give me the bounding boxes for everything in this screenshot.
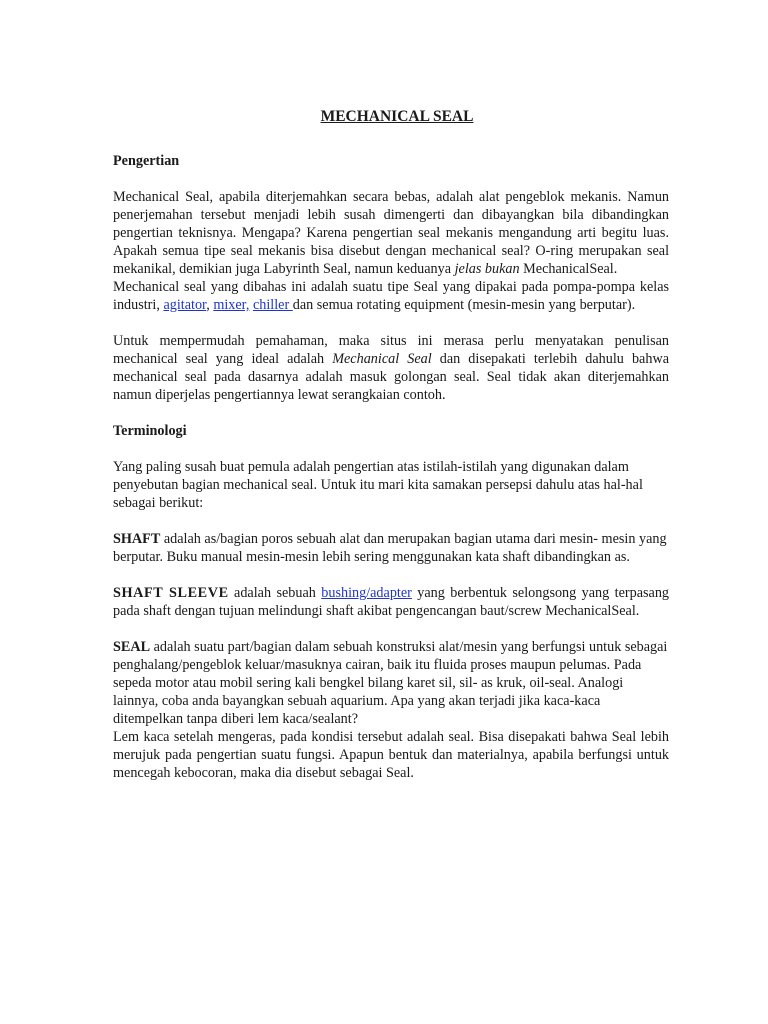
text-line: Seal lebih merujuk pada pengertian suatu fungsi. Apapun bentuk dan materialnya, apabila — [113, 729, 669, 763]
paragraph-shaft — [113, 530, 669, 566]
document-title: MECHANICAL SEAL — [320, 108, 474, 125]
paragraph-seal-2 — [113, 728, 669, 782]
text-line: mechanical seal pada dasarnya adalah masuk golongan seal. Seal tidak akan — [113, 369, 581, 385]
separator: , — [206, 297, 214, 313]
paragraph-terminologi-intro — [113, 458, 669, 512]
paragraph-pengertian-1 — [113, 188, 669, 278]
text-line: untuk sebagai penghalang/pengeblok keluar/masuknya cairan, baik itu fluida proses — [113, 639, 668, 673]
text-line: dibandingkan pengertian teknisnya. Mengapa? Karena pengertian seal mekanis — [113, 207, 669, 241]
text-line: Yang paling susah buat pemula adalah pengertian atas istilah-istilah yang digunakan — [113, 459, 591, 475]
text-line: mechanical seal yang ideal adalah — [113, 351, 333, 367]
text-line: Lem kaca setelah mengeras, pada kondisi tersebut adalah seal. Bisa disepakati bahwa — [113, 729, 608, 745]
text-line: terjadi jika kaca-kaca ditempelkan tanpa diberi lem kaca/sealant? — [113, 693, 601, 727]
paragraph-pengertian-3 — [113, 332, 669, 404]
text-line: Mechanical Seal, apabila diterjemahkan secara bebas, adalah alat pengeblok mekanis. — [113, 189, 622, 205]
text-line: adalah sebuah — [228, 585, 322, 601]
italic-text: Mechanical Seal — [332, 351, 432, 367]
text-line: adalah as/bagian poros sebuah alat dan merupakan bagian utama dari mesin- — [160, 531, 598, 547]
link-mixer[interactable]: mixer, — [213, 297, 250, 313]
text-line: MechanicalSeal. — [519, 261, 618, 277]
text-line: Namun penerjemahan tersebut menjadi lebih susah dimengerti dan dibayangkan bila — [113, 189, 670, 223]
text-line: berputar). — [579, 297, 636, 313]
text-line: terpasang pada shaft dengan tujuan melindungi shaft akibat pengencangan baut/screw — [113, 585, 670, 619]
text-line: dan disepakati terlebih dahulu bahwa — [431, 351, 669, 367]
paragraph-seal — [113, 638, 669, 728]
paragraph-shaft-sleeve — [113, 584, 669, 620]
text-line: atas hal-hal sebagai berikut: — [113, 477, 643, 511]
text-line: yang berbentuk selongsong yang — [411, 585, 610, 601]
text-line: mengandung arti begitu luas. Apakah semua tipe seal mekanis bisa disebut dengan — [113, 225, 670, 259]
text-line: dalam penyebutan bagian mechanical seal. Untuk itu mari kita samakan persepsi dahulu — [113, 459, 629, 493]
text-line: mesin yang berputar. Buku manual mesin-mesin lebih sering menggunakan kata shaft — [113, 531, 667, 565]
term-shaft: SHAFT — [113, 531, 161, 547]
paragraph-pengertian-2 — [113, 278, 669, 314]
text-line: diterjemahkan namun diperjelas pengertiannya lewat serangkaian contoh. — [113, 369, 669, 403]
text-line: dan semua rotating equipment (mesin-mesin yang — [292, 297, 577, 313]
term-seal: SEAL — [113, 639, 151, 655]
text-line: MechanicalSeal. — [545, 603, 640, 619]
term-shaft-sleeve: SHAFT SLEEVE — [113, 585, 229, 601]
text-line: kelas industri, — [113, 279, 670, 313]
heading-terminologi: Terminologi — [113, 423, 187, 439]
text-line: Untuk mempermudah pemahaman, maka situs ini merasa perlu menyatakan penulisan — [113, 333, 669, 349]
text-line: dibandingkan as. — [533, 549, 630, 565]
text-line: namun keduanya — [354, 261, 455, 277]
heading-pengertian: Pengertian — [113, 153, 180, 169]
text-line: maupun pelumas. Pada sepeda motor atau mobil sering kali bengkel bilang karet sil, sil- — [113, 657, 642, 691]
text-line: mechanical seal? O-ring merupakan seal mekanikal, demikian juga Labyrinth Seal, — [113, 243, 670, 277]
link-chiller[interactable]: chiller — [252, 297, 293, 313]
text-line: Mechanical seal yang dibahas ini adalah suatu tipe Seal yang dipakai pada pompa-pompa — [113, 279, 636, 295]
link-bushing-adapter[interactable]: bushing/adapter — [321, 585, 412, 601]
text-line: as kruk, oil-seal. Analogi lainnya, coba anda bayangkan sebuah aquarium. Apa yang akan — [113, 675, 624, 709]
text-line: adalah suatu part/bagian dalam sebuah konstruksi alat/mesin yang berfungsi — [150, 639, 586, 655]
document-body — [113, 108, 669, 782]
italic-text: jelas bukan — [454, 261, 520, 277]
text-line: berfungsi untuk mencegah kebocoran, maka dia disebut sebagai Seal. — [113, 747, 670, 781]
link-agitator[interactable]: agitator — [163, 297, 207, 313]
